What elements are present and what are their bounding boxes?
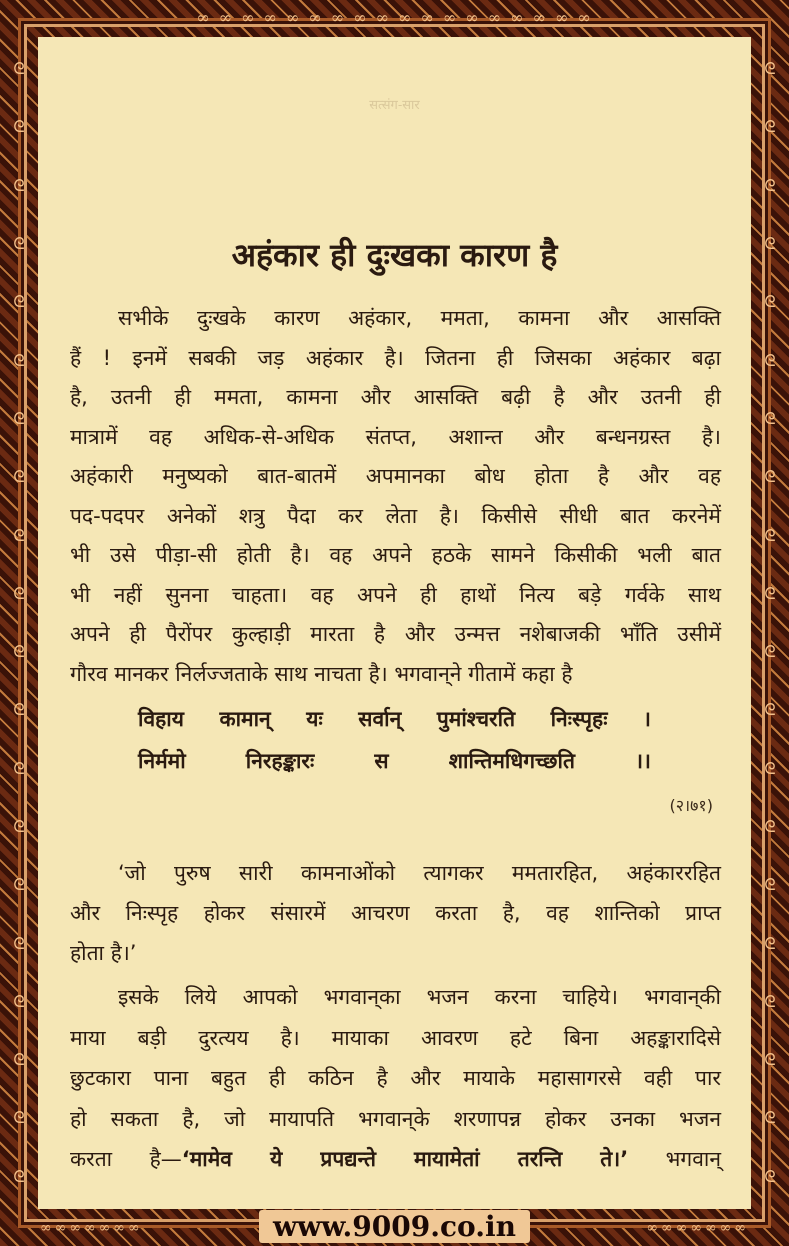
left-ornament: ᘓ ᘓ ᘓ ᘓ ᘓ ᘓ ᘓ ᘓ ᘓ ᘓ ᘓ ᘓ ᘓ ᘓ ᘓ ᘓ ᘓ ᘓ ᘓ ᘓ — [13, 59, 25, 1186]
text-line: हैं ! इनमें सबकी जड़ अहंकार है। जितना ही जिसका अहंकार बढ़ा — [70, 345, 721, 370]
paragraph-3 — [70, 977, 721, 1180]
text-line: और निःस्पृह होकर संसारमें आचरण करता है, वह शान्तिको प्राप्त — [70, 901, 721, 925]
text-line: पद-पदपर अनेकों शत्रु पैदा कर लेता है। किसीसे सीधी बात करनेमें — [70, 503, 721, 528]
paragraph-1 — [70, 299, 721, 694]
quote-bold: ‘मामेव ये प्रपद्यन्ते मायामेतां तरन्ति ते।’ — [181, 1147, 629, 1171]
text-line: भी नहीं सुनना चाहता। वह अपने ही हाथों नित्य बड़े गर्वके साथ — [70, 582, 721, 607]
text-line: सभीके दुःखके कारण अहंकार, ममता, कामना और आसक्ति — [118, 306, 721, 330]
text-line: ‘जो पुरुष सारी कामनाओंको त्यागकर ममतारहित, अहंकाररहित — [118, 861, 721, 885]
text-segment: भगवान् — [628, 1147, 722, 1171]
text-line: होता है।’ — [70, 941, 137, 965]
verse-line-2 — [138, 747, 651, 775]
text-line: भी उसे पीड़ा-सी होती है। वह अपने हठके सामने किसीकी भली बात — [70, 543, 721, 567]
text-line-mixed — [70, 1139, 721, 1180]
paragraph-2 — [70, 853, 721, 973]
right-ornament: ᘓ ᘓ ᘓ ᘓ ᘓ ᘓ ᘓ ᘓ ᘓ ᘓ ᘓ ᘓ ᘓ ᘓ ᘓ ᘓ ᘓ ᘓ ᘓ ᘓ — [764, 59, 776, 1186]
page-title: अहंकार ही दुःखका कारण है — [231, 236, 558, 274]
text-line: छुटकारा पाना बहुत ही कठिन है और मायाके महासागरसे वही पार — [70, 1066, 721, 1090]
verse-text: विहाय कामान् यः सर्वान् पुमांश्चरति निःस्पृहः । — [138, 707, 651, 731]
text-line: अपने ही पैरोंपर कुल्हाड़ी मारता है और उन्मत्त नशेबाजकी भाँति उसीमें — [70, 622, 721, 646]
top-ornament: ∞ ∞ ∞ ∞ ∞ ∞ ∞ ∞ ∞ ∞ ∞ ∞ ∞ ∞ ∞ ∞ ∞ ∞ — [196, 7, 593, 27]
text-line: अहंकारी मनुष्यको बात-बातमें अपमानका बोध होता है और वह — [70, 464, 721, 488]
verse-text: निर्ममो निरहङ्कारः स शान्तिमधिगच्छति ।। — [138, 749, 651, 773]
bottom-ornament: ∞∞∞∞∞∞∞ ∞∞∞∞∞∞∞ — [40, 1220, 749, 1236]
page-running-header: सत्संग-सार — [369, 98, 420, 113]
text-line: है, उतनी ही ममता, कामना और आसक्ति बढ़ी है और उतनी ही — [70, 385, 721, 409]
text-line: इसके लिये आपको भगवान्‌का भजन करना चाहिये। भगवान्‌की — [118, 985, 721, 1009]
book-page — [38, 37, 751, 1209]
text-line: हो सकता है, जो मायापति भगवान्‌के शरणापन्न होकर उनका भजन — [70, 1106, 721, 1131]
text-line: मात्रामें वह अधिक-से-अधिक संतप्त, अशान्त और बन्धनग्रस्त है। — [70, 424, 721, 449]
verse-line-1 — [138, 705, 651, 733]
verse-reference: (२।७१) — [669, 796, 713, 815]
text-line: माया बड़ी दुरत्यय है। मायाका आवरण हटे बिना अहङ्कारादिसे — [70, 1025, 721, 1050]
footer-url — [0, 1210, 789, 1243]
text-line: गौरव मानकर निर्लज्जताके साथ नाचता है। भगवान्‌ने गीतामें कहा है — [70, 661, 573, 686]
text-segment: करता है— — [70, 1147, 182, 1171]
website-link[interactable]: www.9009.co.in — [259, 1210, 530, 1243]
